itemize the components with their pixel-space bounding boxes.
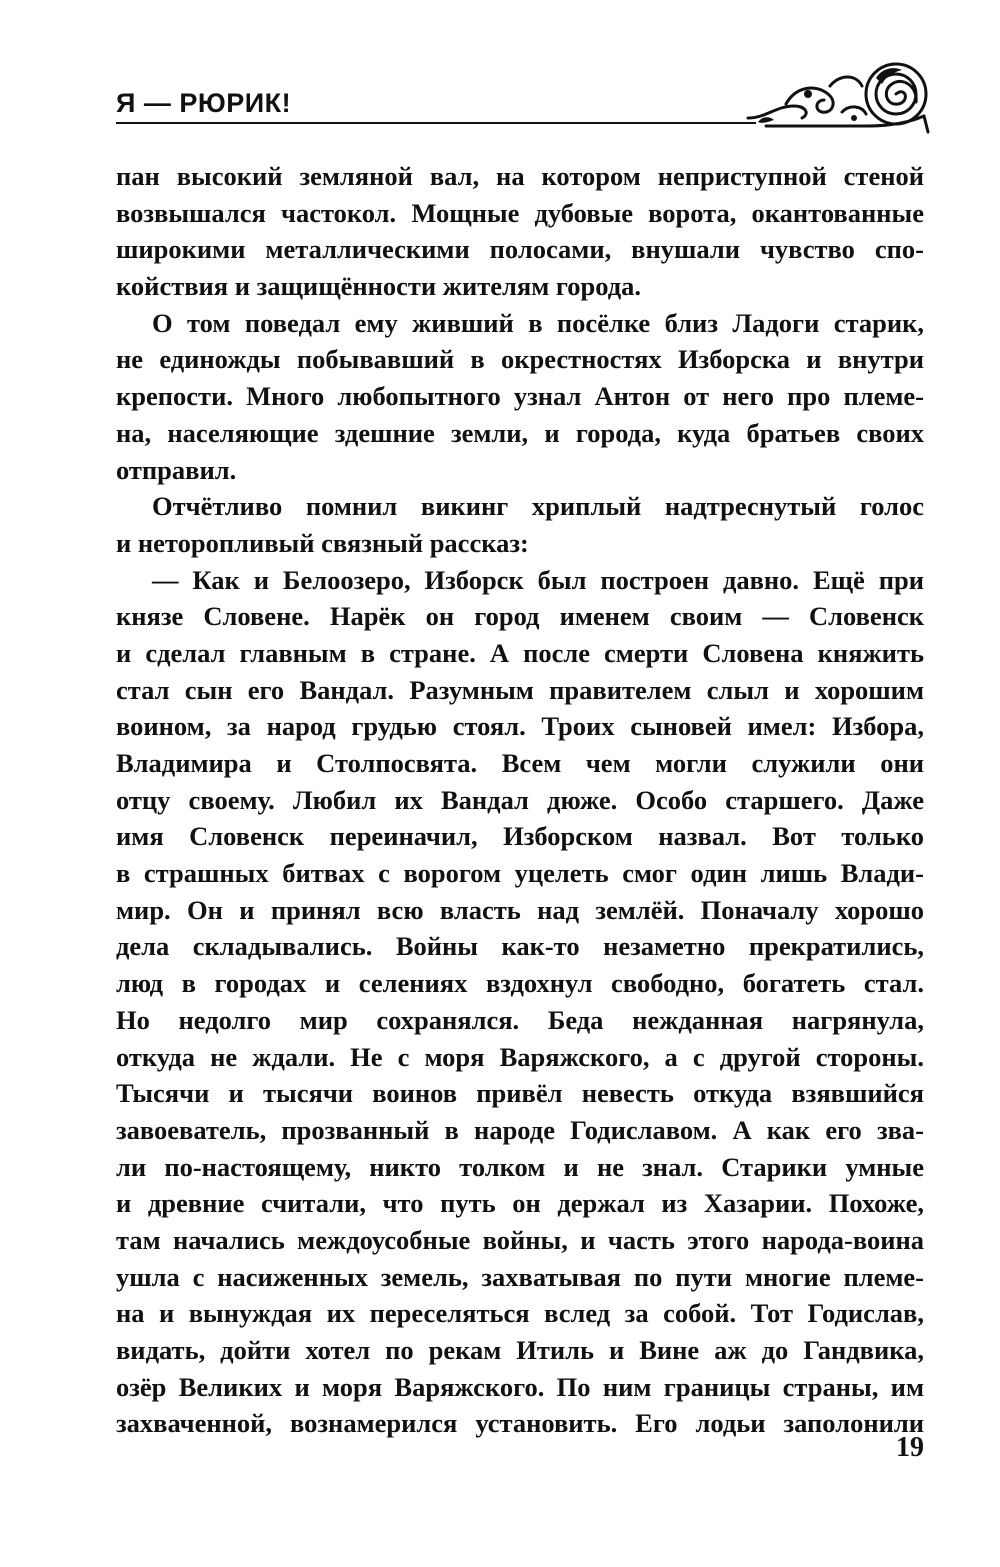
page-header	[116, 78, 924, 138]
text-line: мир. Он и принял всю власть над землёй. Поначалу хорошо	[116, 894, 924, 925]
text-line: и неторопливый связный рассказ:	[116, 527, 529, 558]
body-text	[116, 158, 924, 1442]
running-title: Я — РЮРИК!	[116, 88, 292, 118]
text-line: на и вынуждая их переселяться вслед за собой. Тот Годислав,	[116, 1298, 924, 1329]
text-line: завоеватель, прозванный в народе Годиславом. А как его зва-	[116, 1114, 924, 1145]
text-line: озёр Великих и моря Варяжского. По ним границы страны, им	[116, 1371, 924, 1402]
text-line: Владимира и Столпосвята. Всем чем могли служили они	[116, 748, 924, 778]
header-rule	[116, 122, 756, 124]
text-line: стал сын его Вандал. Разумным правителем слыл и хорошим	[116, 674, 924, 705]
text-line: и сделал главным в стране. А после смерти Словена княжить	[116, 637, 924, 668]
text-line: на, населяющие здешние земли, и города, куда братьев своих	[116, 417, 924, 448]
text-line: не единожды побывавший в окрестностях Изборска и внутри	[116, 344, 924, 375]
text-line: Тысячи и тысячи воинов привёл невесть откуда взявшийся	[116, 1078, 924, 1109]
text-line: видать, дойти хотел по рекам Итиль и Вине аж до Гандвика,	[116, 1335, 924, 1365]
text-line: Но недолго мир сохранялся. Беда нежданная нагрянула,	[116, 1004, 924, 1035]
text-line: ли по-настоящему, никто толком и не знал. Старики умные	[116, 1151, 924, 1182]
text-line: крепости. Много любопытного узнал Антон от него про племе-	[116, 381, 924, 412]
scroll-ornament-icon	[746, 56, 936, 138]
text-line: князе Словене. Нарёк он город именем своим — Словенск	[116, 601, 924, 632]
text-line: в страшных битвах с ворогом уцелеть смог один лишь Влади-	[116, 858, 924, 889]
text-line: имя Словенск переиначил, Изборском назвал. Вот только	[116, 821, 924, 852]
page-number: 19	[896, 1432, 924, 1463]
text-line: дела складывались. Войны как-то незаметно прекратились,	[116, 931, 924, 962]
text-line: — Как и Белоозеро, Изборск был построен давно. Ещё при	[152, 564, 924, 595]
text-line: воином, за народ грудью стоял. Троих сыновей имел: Избора,	[116, 711, 924, 742]
text-line: откуда не ждали. Не с моря Варяжского, а с другой стороны.	[116, 1041, 924, 1072]
text-line: пан высокий земляной вал, на котором неприступной стеной	[116, 161, 924, 191]
text-line: койствия и защищённости жителям города.	[116, 271, 642, 302]
text-line: захваченной, вознамерился установить. Его лодьи заполонили	[116, 1408, 924, 1439]
text-line: ушла с насиженных земель, захватывая по пути многие племе-	[116, 1261, 924, 1292]
text-line: отправил.	[116, 454, 237, 485]
text-line: Отчётливо помнил викинг хриплый надтреснутый голос	[152, 491, 924, 522]
text-line: широкими металлическими полосами, внушали чувство спо-	[116, 234, 924, 265]
text-line: люд в городах и селениях вздохнул свободно, богатеть стал.	[116, 968, 924, 999]
text-line: и древние считали, что путь он держал из Хазарии. Похоже,	[116, 1188, 924, 1219]
text-line: отцу своему. Любил их Вандал дюже. Особо старшего. Даже	[116, 784, 924, 815]
text-line: возвышался частокол. Мощные дубовые ворота, окантованные	[116, 197, 924, 228]
text-line: О том поведал ему живший в посёлке близ Ладоги старик,	[152, 307, 924, 338]
text-line: там начались междоусобные войны, и часть этого народа-воина	[116, 1224, 924, 1255]
